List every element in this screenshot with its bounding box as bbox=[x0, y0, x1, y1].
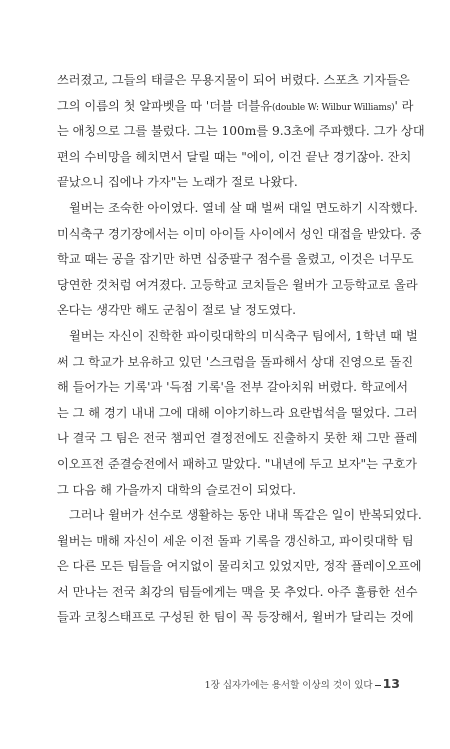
text-segment: 그의 이름의 첫 알파벳을 따 '더블 더블유 bbox=[57, 98, 272, 113]
paragraph-start-line: 그러나 윌버가 선수로 생활하는 동안 내내 똑같은 일이 반복되었다. bbox=[69, 508, 422, 523]
running-footer-chapter: 1장 십자가에는 용서할 이상의 것이 있다 bbox=[204, 680, 373, 691]
text-line: 학교 때는 공을 잡기만 하면 십중팔구 점수를 올렸고, 이것은 너무도 bbox=[57, 252, 414, 267]
text-line: 쓰러졌고, 그들의 태클은 무용지물이 되어 버렸다. 스포츠 기자들은 bbox=[57, 73, 410, 87]
text-line: 는 애칭으로 그를 불렀다. 그는 100m를 9.3초에 주파했다. 그가 상대 bbox=[57, 124, 425, 139]
english-name-annotation: (double W: Wilbur Williams) bbox=[271, 102, 395, 113]
page-number: 13 bbox=[382, 676, 400, 691]
footer-separator bbox=[375, 685, 381, 686]
page-footer bbox=[0, 676, 400, 691]
text-line: 나 결국 그 팀은 전국 챔피언 결정전에도 진출하지 못한 채 그만 플레 bbox=[57, 431, 418, 446]
text-line: 편의 수비망을 헤치면서 달릴 때는 "에이, 이건 끝난 경기잖아. 잔치 bbox=[57, 149, 412, 164]
text-line: 당연한 것처럼 여겨졌다. 고등학교 코치들은 윌버가 고등학교로 올라 bbox=[57, 277, 418, 292]
paragraph-start-line: 윌버는 조숙한 아이였다. 열네 살 때 벌써 대일 면도하기 시작했다. bbox=[69, 200, 418, 215]
text-line: 써 그 학교가 보유하고 있던 '스크럼을 돌파해서 상대 진영으로 돌진 bbox=[57, 354, 414, 369]
text-line: 는 그 해 경기 내내 그에 대해 이야기하느라 요란법석을 떨었다. 그러 bbox=[57, 405, 418, 420]
text-line: 온다는 생각만 해도 군침이 절로 날 정도였다. bbox=[57, 303, 297, 318]
text-line: 끝났으니 집에나 가자"는 노래가 절로 나왔다. bbox=[57, 175, 298, 190]
text-segment: ' 라 bbox=[394, 98, 414, 113]
text-line: 그 다음 해 가을까지 대학의 슬로건이 되었다. bbox=[57, 482, 297, 497]
text-line bbox=[57, 94, 414, 120]
text-line: 이오프전 준결승전에서 패하고 말았다. "내년에 두고 보자"는 구호가 bbox=[57, 456, 418, 471]
text-line: 서 만나는 전국 최강의 팀들에게는 맥을 못 추었다. 아주 훌륭한 선수 bbox=[57, 584, 418, 599]
text-line: 윌버는 매해 자신이 세운 이전 돌파 기록을 갱신하고, 파이릿대학 팀 bbox=[57, 533, 414, 548]
text-line: 해 들어가는 기록'과 '득점 기록'을 전부 갈아치워 버렸다. 학교에서 bbox=[57, 380, 409, 395]
text-line: 들과 코칭스태프로 구성된 한 팀이 꼭 등장해서, 윌버가 달리는 것에 bbox=[57, 610, 414, 625]
text-line: 미식축구 경기장에서는 이미 아이들 사이에서 성인 대접을 받았다. 중 bbox=[57, 226, 422, 241]
text-line: 은 다른 모든 팀들을 여지없이 물리치고 있었지만, 정작 플레이오프에 bbox=[57, 559, 422, 574]
body-text bbox=[57, 68, 425, 631]
paragraph-start-line: 윌버는 자신이 진학한 파이릿대학의 미식축구 팀에서, 1학년 때 벌 bbox=[69, 328, 418, 343]
